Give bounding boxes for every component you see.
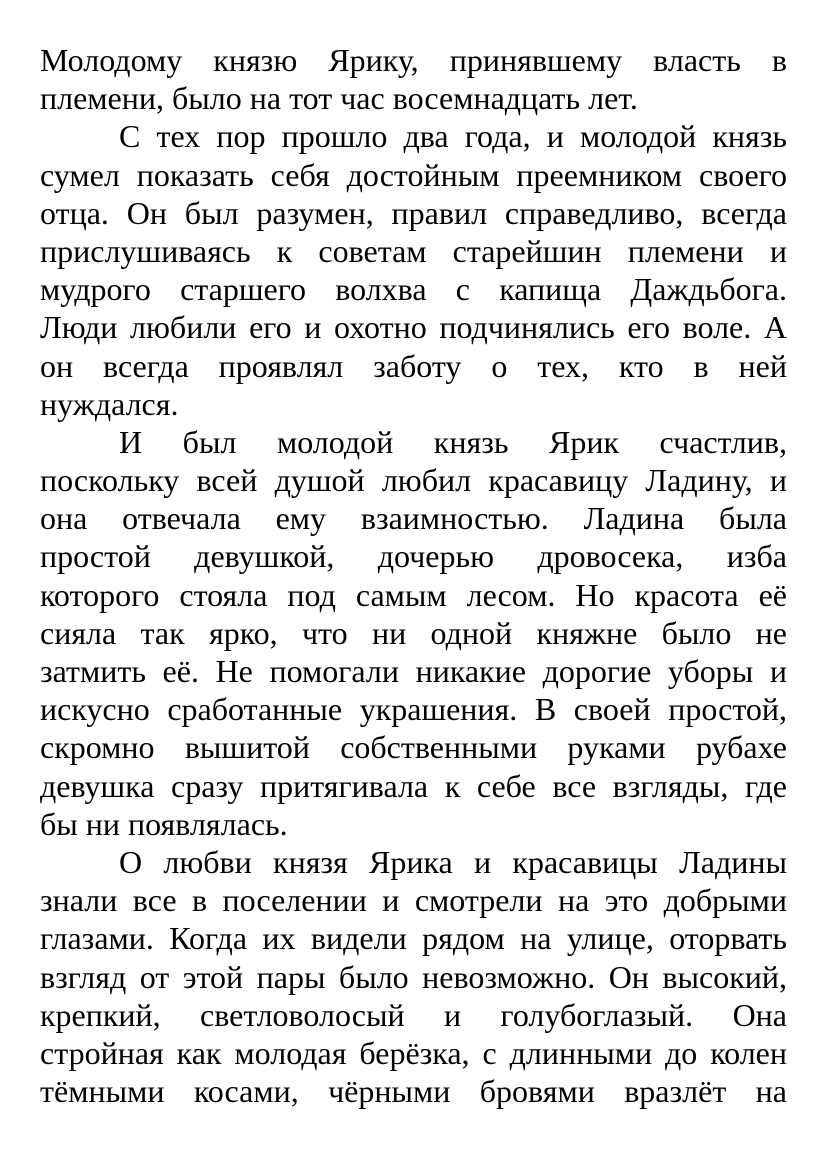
text-line: тёмными косами, чёрными бровями вразлёт на (40, 1073, 787, 1110)
text-line: племени, было на тот час восемнадцать лет. (40, 80, 638, 117)
paragraph-first-line: И был молодой князь Ярик счастлив, (119, 423, 787, 460)
document-page (40, 41, 787, 1110)
text-line: сумел показать себя достойным преемником своего (40, 156, 787, 193)
text-line: крепкий, светловолосый и голубоглазый. Она (40, 996, 787, 1033)
text-line: простой девушкой, дочерью дровосека, изба (40, 538, 787, 575)
text-line: знали все в поселении и смотрели на это добрыми (40, 882, 787, 919)
text-line: стройная как молодая берёзка, с длинными до колен (40, 1034, 787, 1071)
text-line: отца. Он был разумен, правил справедливо, всегда (40, 194, 787, 231)
text-line: прислушиваясь к советам старейшин племени и (40, 232, 787, 269)
text-line: поскольку всей душой любил красавицу Ладину, и (40, 462, 787, 499)
paragraph-first-line: О любви князя Ярика и красавицы Ладины (119, 843, 787, 880)
text-line: которого стояла под самым лесом. Но красота её (40, 576, 787, 613)
text-line: затмить её. Не помогали никакие дорогие уборы и (40, 653, 787, 689)
text-line: искусно сработанные украшения. В своей простой, (40, 691, 787, 728)
text-line: мудрого старшего волхва с капища Даждьбога. (40, 271, 787, 308)
paragraph-first-line: С тех пор прошло два года, и молодой князь (119, 118, 787, 155)
text-line: бы ни появлялась. (40, 805, 288, 842)
text-line: взгляд от этой пары было невозможно. Он высокий, (40, 958, 787, 995)
text-line: скромно вышитой собственными руками рубахе (40, 729, 787, 766)
text-line: нуждался. (40, 385, 179, 422)
text-line: она отвечала ему взаимностью. Ладина была (40, 500, 787, 537)
text-line: он всегда проявлял заботу о тех, кто в ней (40, 347, 787, 384)
text-line: Люди любили его и охотно подчинялись его воле. А (40, 309, 787, 346)
text-line: сияла так ярко, что ни одной княжне было не (40, 614, 787, 651)
text-line: глазами. Когда их видели рядом на улице, оторвать (40, 920, 787, 957)
text-line: Молодому князю Ярику, принявшему власть в (40, 42, 787, 78)
text-line: девушка сразу притягивала к себе все взгляды, где (40, 767, 787, 804)
